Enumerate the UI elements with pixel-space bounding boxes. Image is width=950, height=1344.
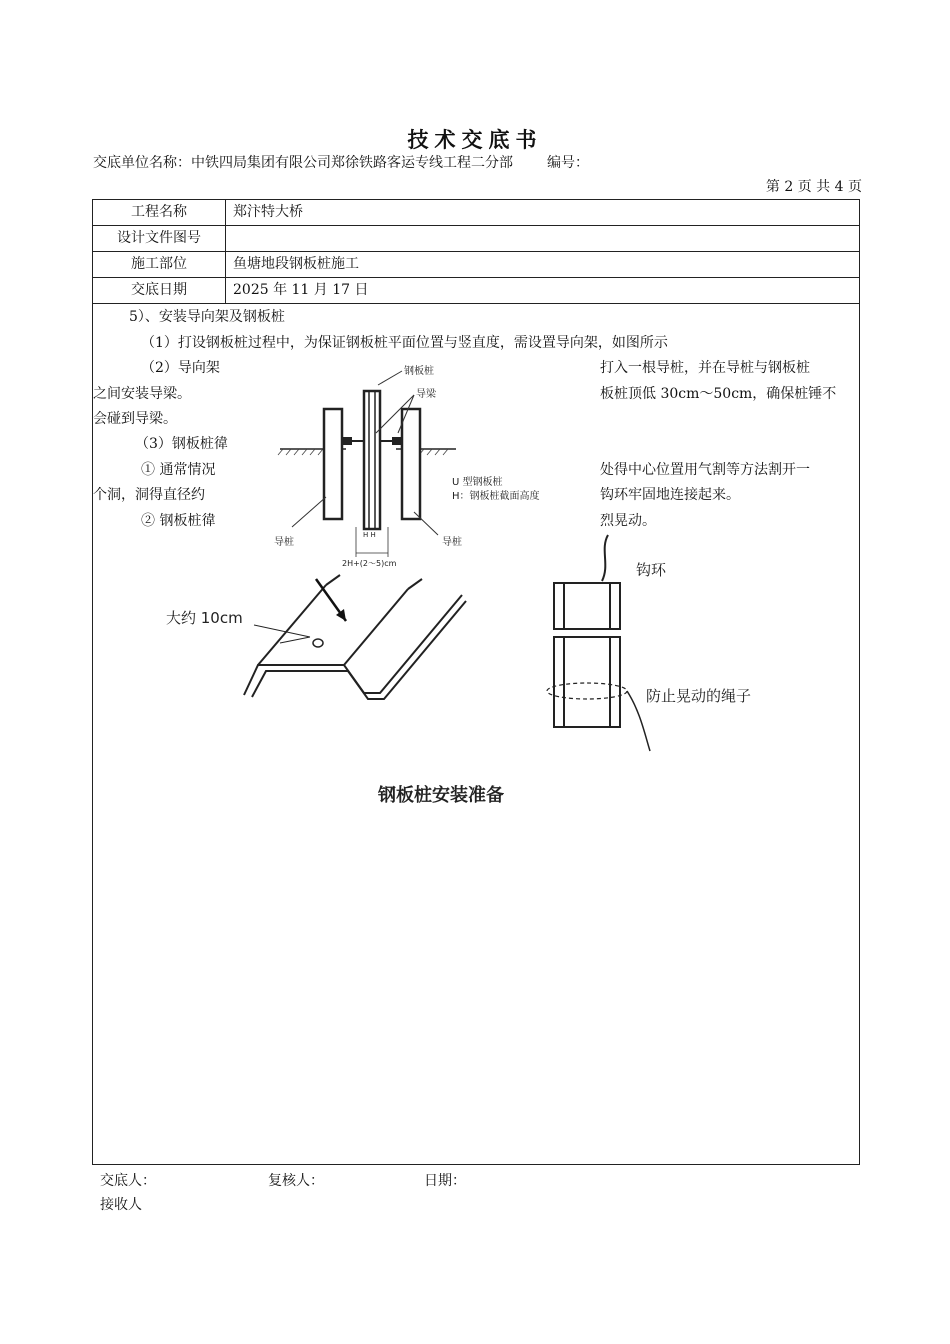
paragraph-3: （3）钢板桩徫 [135,436,228,452]
label-dim-bottom: 2H+(2～5)cm [342,559,397,568]
table-row [93,226,859,252]
label-anti-sway-rope: 防止晃动的绳子 [646,687,752,705]
table-row [93,252,859,278]
paragraph-4-line2-right: 钩环牢固地连接起来。 [600,487,740,503]
unit-name: 交底单位名称：中铁四局集团有限公司郑徐铁路客运专线工程二分部 [93,155,513,171]
installation-prep-diagram [140,525,820,815]
row-label: 设计文件图号 [93,226,226,251]
unit-line [93,152,589,172]
row-value: 郑汴特大桥 [233,204,303,220]
paragraph-1: （1）打设钢板桩过程中，为保证钢板桩平面位置与竖直度，需设置导向架，如图所示 [141,335,668,351]
figure-caption: 钢板桩安装准备 [378,785,504,806]
label-guide-beam: 导梁 [416,389,436,400]
label-sheet-pile: 钢板桩 [404,366,434,377]
paragraph-2-start: （2）导向架 [141,360,220,376]
section-heading: 5）、安装导向架及钢板桩 [129,309,285,325]
table-row [93,278,859,304]
legend-h: H：钢板桩截面高度 [452,491,540,502]
paragraph-5-right: 烈晃动。 [600,513,656,529]
row-value: 2025 年 11 月 17 日 [233,282,369,298]
legend-u-pile: U 型钢板桩 [452,477,503,488]
paragraph-2-line2: 之间安装导梁。 [93,386,191,402]
table-row [93,200,859,226]
label-guide-pile-left: 导桩 [274,537,294,548]
paragraph-4-right: 处得中心位置用气割等方法割开一 [600,462,810,478]
label-hook-ring: 钩环 [636,561,667,579]
row-label: 交底日期 [93,278,226,303]
document-title: 技术交底书 [407,128,543,152]
paragraph-5-start: ② 钢板桩徫 [141,513,216,529]
paragraph-2-line3: 会碰到导梁。 [93,411,177,427]
row-label: 施工部位 [93,252,226,277]
presenter-label: 交底人： [100,1173,156,1189]
label-guide-pile-right: 导桩 [442,537,462,548]
paragraph-4-start: ① 通常情况 [141,462,216,478]
paragraph-4-line2: 个洞，洞得直径约 [93,487,205,503]
receiver-label: 接收人 [100,1197,142,1213]
row-label: 工程名称 [93,200,226,225]
label-distance: 大约 10cm [166,609,243,627]
document-code-label: 编号： [547,155,589,171]
paragraph-2-line2-right: 板桩顶低 30cm～50cm，确保桩锤不 [600,386,837,402]
reviewer-label: 复核人： [268,1173,324,1189]
row-value: 鱼塘地段钢板桩施工 [233,256,359,272]
paragraph-2-right: 打入一根导桩，并在导桩与钢板桩 [600,360,810,376]
label-dim-h: H H [363,531,376,539]
date-label: 日期： [424,1173,466,1189]
page-info: 第 2 页 共 4 页 [765,179,862,195]
